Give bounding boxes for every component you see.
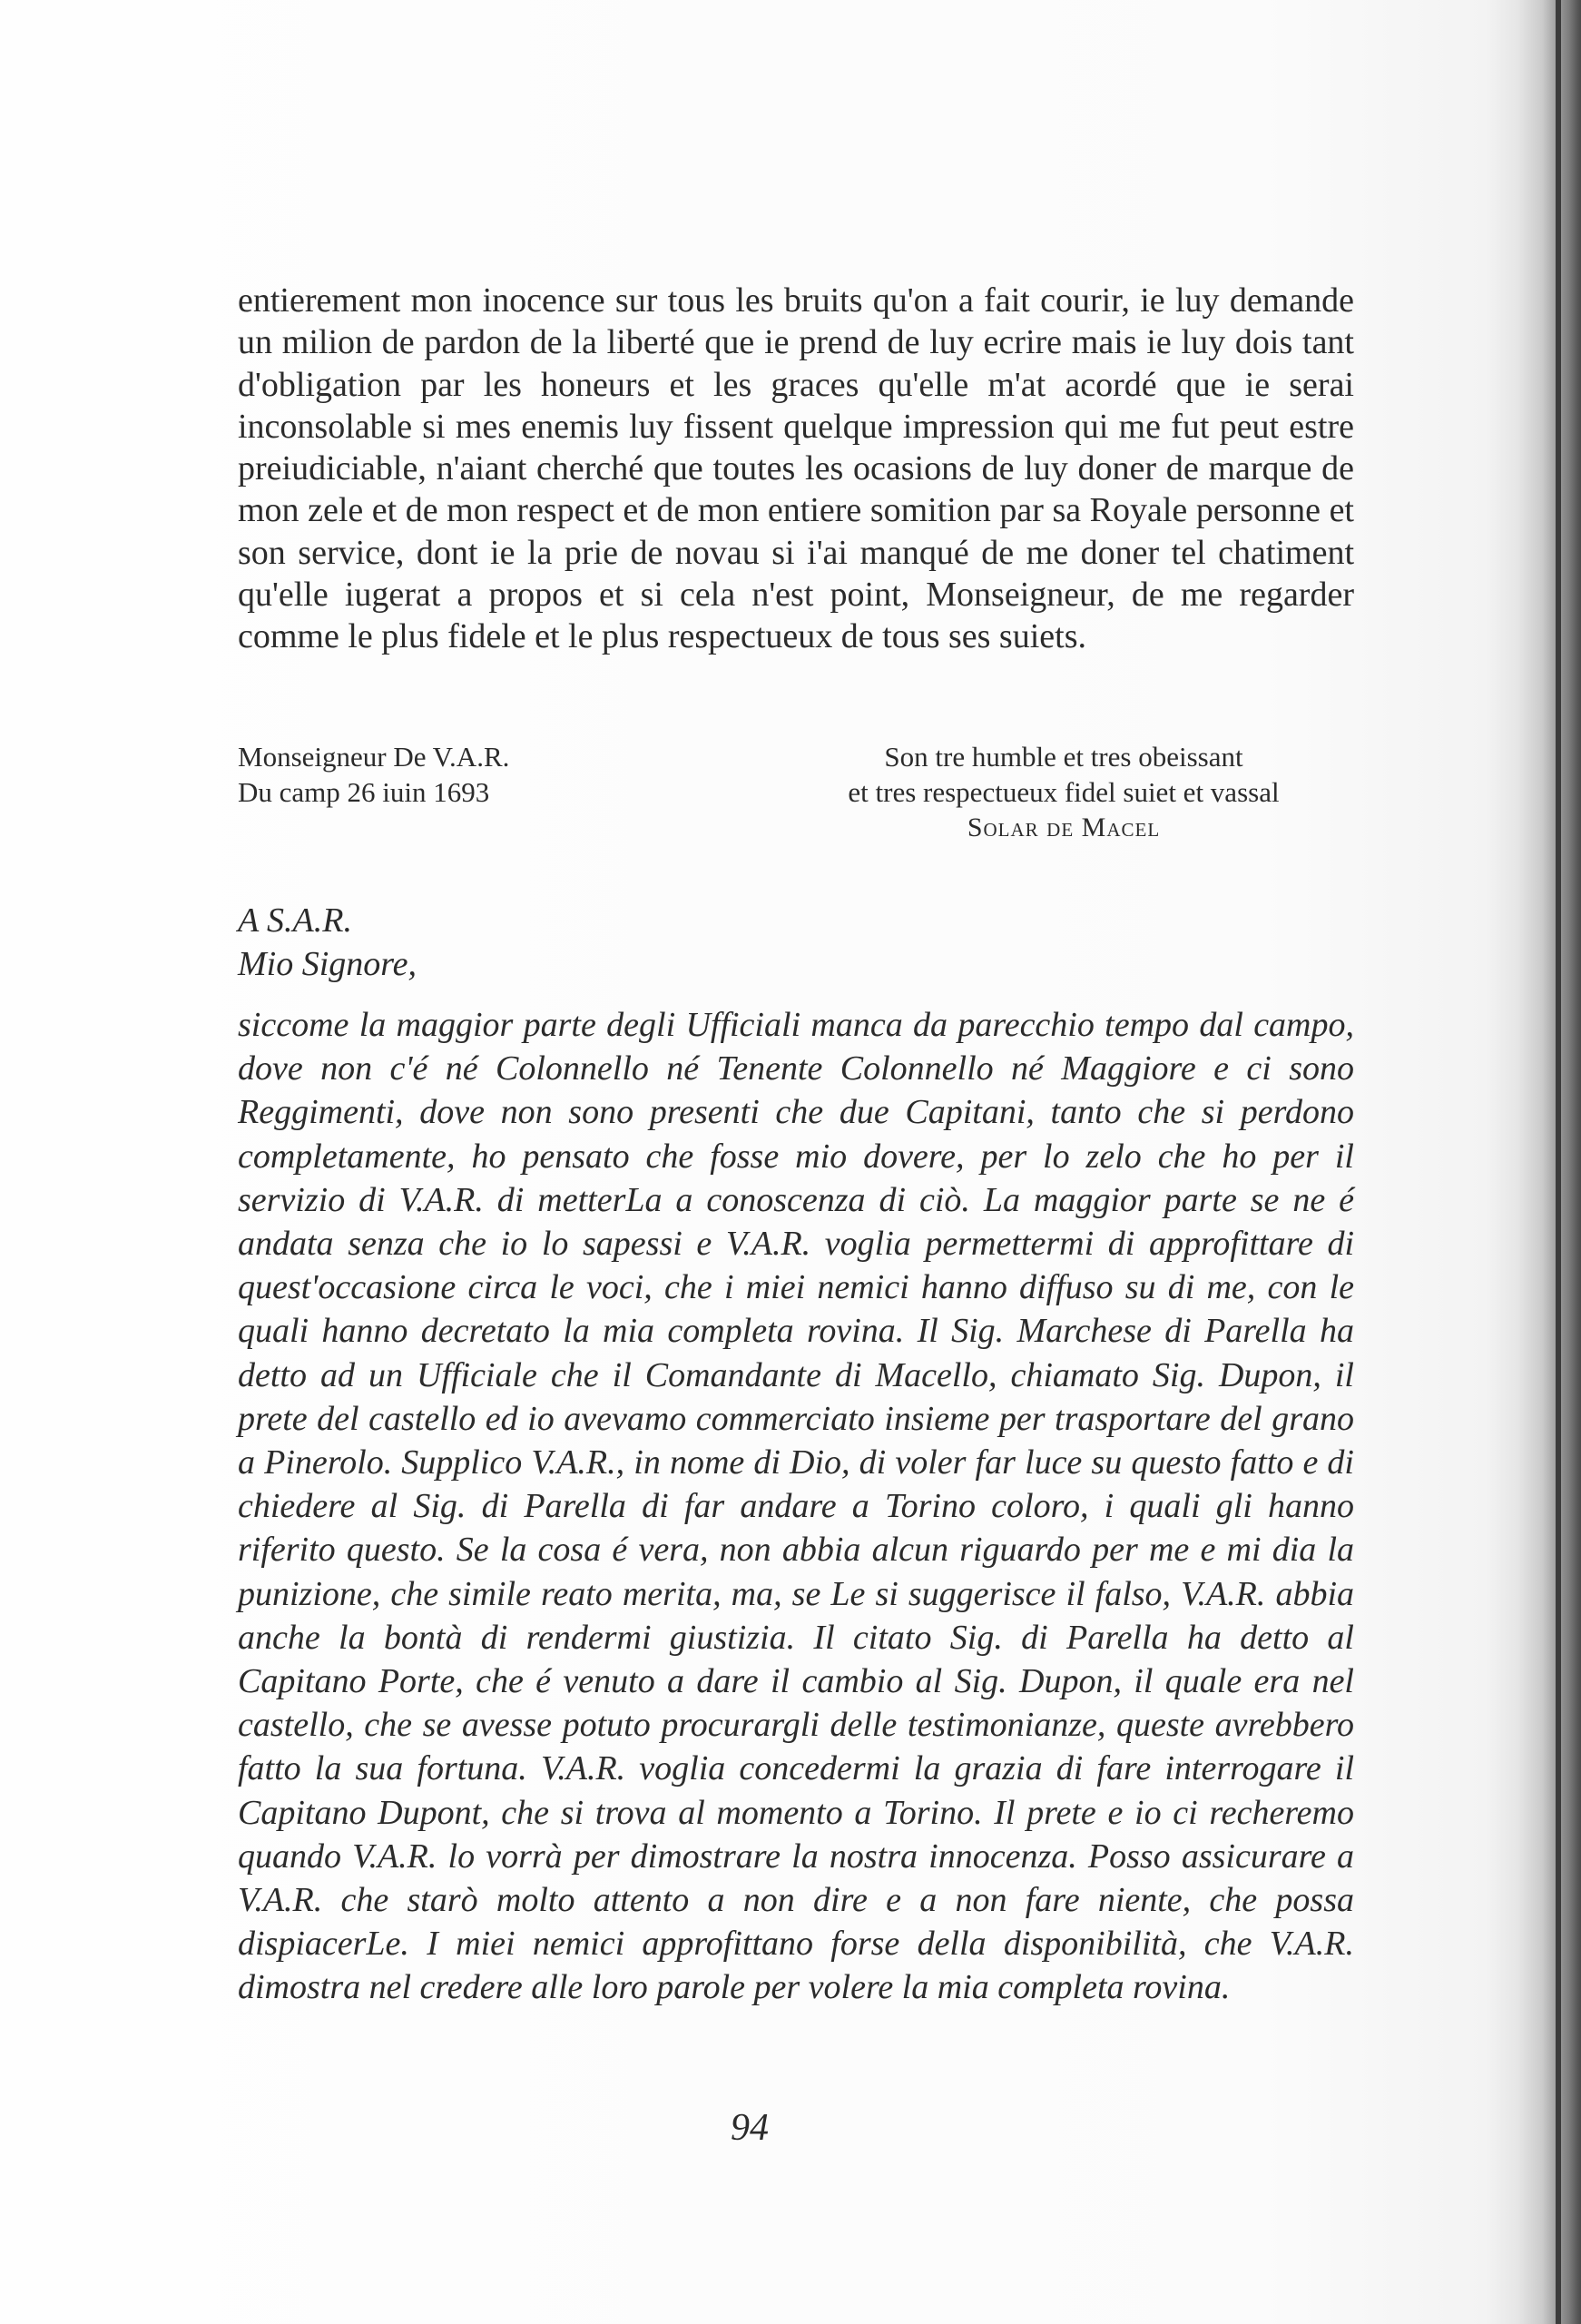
letter-closing bbox=[238, 739, 1354, 848]
closing-addressee: Monseigneur De V.A.R. bbox=[238, 741, 510, 773]
closing-right-block bbox=[782, 739, 1345, 845]
italian-letter-body bbox=[238, 1003, 1354, 2010]
closing-formula-line-1: Son tre humble et tres obeissant bbox=[884, 741, 1243, 773]
french-letter-body bbox=[238, 280, 1354, 658]
book-spine-edge bbox=[1556, 0, 1561, 2324]
signature: Solar de Macel bbox=[967, 812, 1161, 842]
french-letter-paragraph: entierement mon inocence sur tous les bruits qu'on a fait courir, ie luy demande un milion de pardon de la liberté que ie prend de luy ecrire mais ie luy dois tant d'obligation par les honeurs et les graces qu'elle m'at acordé que ie serai inconsolable si mes enemis luy fissent quelque impression qui me fut peut estre preiudiciable, n'aiant cherché que toutes les ocasions de luy doner de marque de mon zele et de mon respect et de mon entiere somition par sa Royale personne et son service, dont ie la prie de novau si i'ai manqué de me doner tel chatiment qu'elle iugerat a propos et si cela n'est point, Monseigneur, de me regarder comme le plus fidele et le plus respectueux de tous ses suiets. bbox=[238, 281, 1354, 656]
italian-letter-address: A S.A.R. bbox=[238, 901, 352, 940]
page-number bbox=[0, 2106, 1581, 2150]
page-number-text: 94 bbox=[731, 2107, 769, 2149]
closing-date-place: Du camp 26 iuin 1693 bbox=[238, 776, 490, 808]
italian-letter-paragraph: siccome la maggior parte degli Ufficiali manca da parecchio tempo dal campo, dove non c'é né Colonnello né Tenente Colonnello né Maggiore e ci sono Reggimenti, dove non sono presenti che due Capitani, tanto che si perdono completamente, ho pensato che fosse mio dovere, per lo zelo che ho per il servizio di V.A.R. di metterLa a conoscenza di ciò. La maggior parte se ne é andata senza che io lo sapessi e V.A.R. voglia permettermi di approfittare di quest'occasione circa le voci, che i miei nemici hanno diffuso su di me, con le quali hanno decretato la mia completa rovina. Il Sig. Marchese di Parella ha detto ad un Ufficiale che il Comandante di Macello, chiamato Sig. Dupon, il prete del castello ed io avevamo commerciato insieme per trasportare del grano a Pinerolo. Supplico V.A.R., in nome di Dio, di voler far luce su questo fatto e di chiedere al Sig. di Parella di far andare a Torino coloro, i quali gli hanno riferito questo. Se la cosa é vera, non abbia alcun riguardo per me e mi dia la punizione, che simile reato merita, ma, se Le si suggerisce il falso, V.A.R. abbia anche la bontà di rendermi giustizia. Il citato Sig. di Parella ha detto al Capitano Porte, che é venuto a dare il cambio al Sig. Dupon, il quale era nel castello, che se avesse potuto procurargli delle testimonianze, queste avrebbero fatto la sua fortuna. V.A.R. voglia concedermi la grazia di fare interrogare il Capitano Dupont, che si trova al momento a Torino. Il prete e io ci recheremo quando V.A.R. lo vorrà per dimostrare la nostra innocenza. Posso assicurare a V.A.R. che starò molto attento a non dire e a non fare niente, che possa dispiacerLe. I miei nemici approfittano forse della disponibilità, che V.A.R. dimostra nel credere alle loro parole per volere la mia completa rovina. bbox=[238, 1006, 1354, 2007]
closing-left-block bbox=[238, 739, 692, 810]
italian-letter-salutation: Mio Signore, bbox=[238, 945, 417, 983]
closing-formula-line-2: et tres respectueux fidel suiet et vassal bbox=[848, 776, 1280, 808]
book-spine-shadow bbox=[1517, 0, 1581, 2324]
italian-letter-heading bbox=[238, 899, 417, 986]
